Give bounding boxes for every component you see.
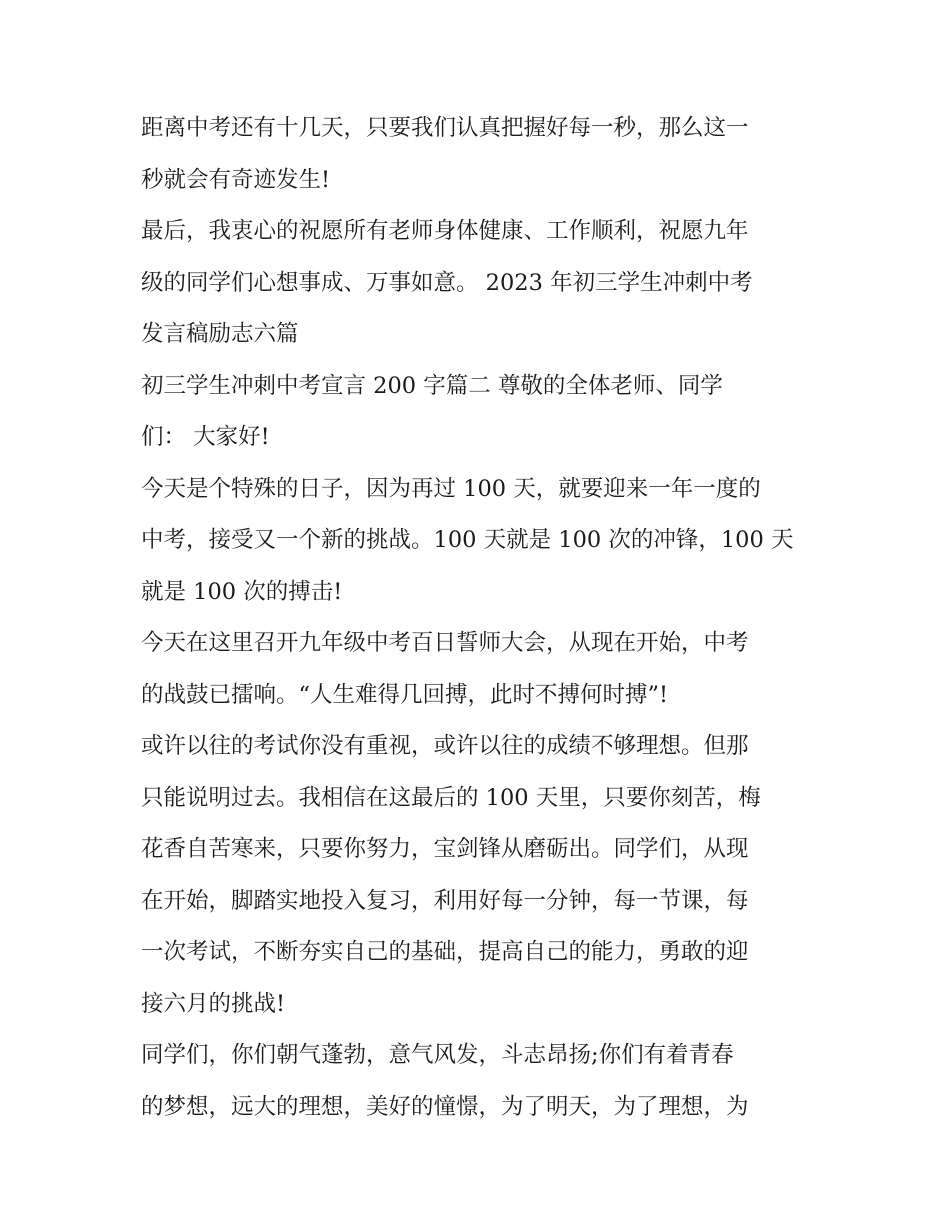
text-line: 发言稿励志六篇 <box>141 321 299 347</box>
text-line: 距离中考还有十几天，只要我们认真把握好每一秒，那么这一 <box>141 115 749 141</box>
text-line: 在开始，脚踏实地投入复习，利用好每一分钟，每一节课，每 <box>141 887 749 914</box>
text-line: 今天在这里召开九年级中考百日誓师大会，从现在开始，中考 <box>141 630 749 656</box>
text-line: 中考，接受又一个新的挑战。100 天就是 100 次的冲锋，100 天 <box>141 527 794 553</box>
text-line: 的梦想，远大的理想，美好的憧憬，为了明天，为了理想，为 <box>141 1093 749 1120</box>
document-body <box>141 103 821 1133</box>
text-line: 或许以往的考试你没有重视，或许以往的成绩不够理想。但那 <box>141 733 749 759</box>
text-line: 最后，我衷心的祝愿所有老师身体健康、工作顺利，祝愿九年 <box>141 218 749 244</box>
text-line: 就是 100 次的搏击! <box>141 578 343 605</box>
text-line: 花香自苦寒来，只要你努力，宝剑锋从磨砺出。同学们，从现 <box>141 836 749 862</box>
text-line: 只能说明过去。我相信在这最后的 100 天里，只要你刻苦，梅 <box>141 784 761 811</box>
text-line: 的战鼓已擂响。“人生难得几回搏，此时不搏何时搏”! <box>141 681 669 708</box>
text-line: 今天是个特殊的日子，因为再过 100 天，就要迎来一年一度的 <box>141 475 761 502</box>
text-line: 们： 大家好! <box>141 424 270 450</box>
text-line: 级的同学们心想事成、万事如意。 2023 年初三学生冲刺中考 <box>141 269 753 296</box>
text-line: 秒就会有奇迹发生! <box>141 166 331 193</box>
text-line: 接六月的挑战! <box>141 990 286 1017</box>
text-line: 初三学生冲刺中考宣言 200 字篇二 尊敬的全体老师、同学 <box>141 372 723 399</box>
text-line: 同学们，你们朝气蓬勃，意气风发，斗志昂扬;你们有着青春 <box>141 1042 734 1068</box>
text-line: 一次考试，不断夯实自己的基础，提高自己的能力，勇敢的迎 <box>141 939 749 965</box>
